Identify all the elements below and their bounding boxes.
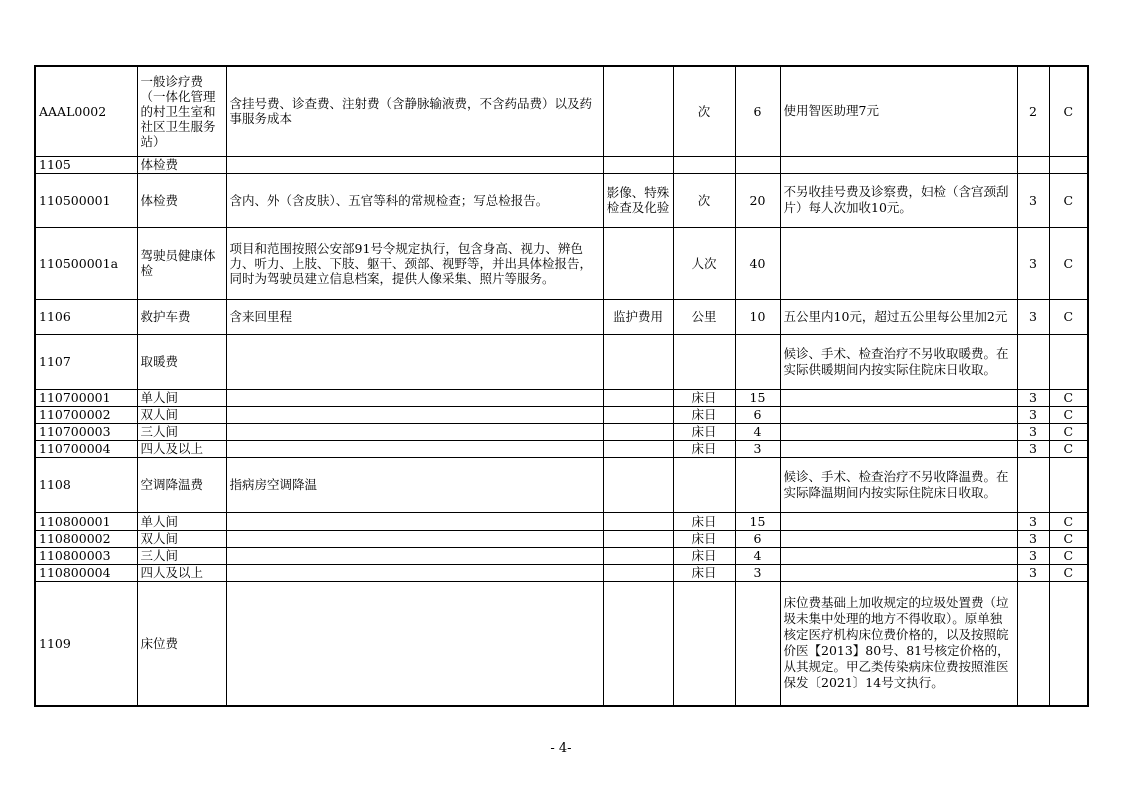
cell-cls	[1049, 334, 1088, 389]
cell-unit: 床日	[673, 389, 735, 406]
cell-level: 3	[1017, 406, 1049, 423]
cell-code: 110800002	[35, 530, 137, 547]
cell-price	[735, 457, 780, 512]
cell-code: 110500001	[35, 173, 137, 227]
cell-unit: 次	[673, 66, 735, 156]
table-row	[35, 334, 1088, 389]
cell-cls	[1049, 156, 1088, 173]
cell-except	[603, 423, 673, 440]
cell-unit: 次	[673, 173, 735, 227]
cell-price	[735, 334, 780, 389]
cell-except	[603, 227, 673, 299]
cell-name: 四人及以上	[137, 564, 226, 581]
cell-price: 6	[735, 66, 780, 156]
cell-content: 含挂号费、诊查费、注射费（含静脉输液费，不含药品费）以及药事服务成本	[226, 66, 603, 156]
cell-name: 单人间	[137, 389, 226, 406]
cell-level: 3	[1017, 227, 1049, 299]
cell-except	[603, 66, 673, 156]
cell-cls: C	[1049, 440, 1088, 457]
cell-price	[735, 581, 780, 706]
cell-level: 3	[1017, 423, 1049, 440]
cell-except	[603, 389, 673, 406]
cell-name: 驾驶员健康体检	[137, 227, 226, 299]
cell-note	[780, 530, 1017, 547]
cell-note	[780, 512, 1017, 530]
cell-cls: C	[1049, 547, 1088, 564]
cell-level: 3	[1017, 299, 1049, 334]
cell-except	[603, 512, 673, 530]
cell-unit	[673, 581, 735, 706]
cell-code: 110700001	[35, 389, 137, 406]
cell-price: 15	[735, 389, 780, 406]
cell-name: 三人间	[137, 547, 226, 564]
cell-unit: 床日	[673, 547, 735, 564]
cell-content	[226, 389, 603, 406]
cell-name: 四人及以上	[137, 440, 226, 457]
cell-price: 6	[735, 530, 780, 547]
cell-note: 候诊、手术、检查治疗不另收取暖费。在实际供暖期间内按实际住院床日收取。	[780, 334, 1017, 389]
cell-level: 3	[1017, 512, 1049, 530]
cell-level: 3	[1017, 564, 1049, 581]
cell-except	[603, 457, 673, 512]
cell-cls: C	[1049, 406, 1088, 423]
cell-unit: 床日	[673, 440, 735, 457]
table-row	[35, 512, 1088, 530]
cell-level: 3	[1017, 440, 1049, 457]
cell-note: 床位费基础上加收规定的垃圾处置费（垃圾未集中处理的地方不得收取）。原单独核定医疗机构床位费价格的，以及按照皖价医【2013】80号、81号核定价格的，从其规定。甲乙类传染病床位费按照淮医保发〔2021〕14号文执行。	[780, 581, 1017, 706]
table-row	[35, 457, 1088, 512]
cell-note	[780, 547, 1017, 564]
table-row	[35, 66, 1088, 156]
cell-level: 2	[1017, 66, 1049, 156]
table-row	[35, 299, 1088, 334]
cell-level	[1017, 334, 1049, 389]
cell-price: 40	[735, 227, 780, 299]
cell-unit: 公里	[673, 299, 735, 334]
table-row	[35, 530, 1088, 547]
cell-cls	[1049, 457, 1088, 512]
cell-unit: 床日	[673, 530, 735, 547]
cell-content	[226, 512, 603, 530]
cell-level: 3	[1017, 389, 1049, 406]
cell-unit	[673, 457, 735, 512]
cell-price: 6	[735, 406, 780, 423]
cell-level: 3	[1017, 547, 1049, 564]
cell-name: 三人间	[137, 423, 226, 440]
cell-note	[780, 389, 1017, 406]
cell-cls: C	[1049, 530, 1088, 547]
cell-cls: C	[1049, 564, 1088, 581]
cell-unit: 人次	[673, 227, 735, 299]
cell-price: 20	[735, 173, 780, 227]
table-row	[35, 173, 1088, 227]
cell-except	[603, 547, 673, 564]
cell-except	[603, 440, 673, 457]
cell-level: 3	[1017, 173, 1049, 227]
table-row	[35, 389, 1088, 406]
cell-price: 15	[735, 512, 780, 530]
fee-table	[34, 65, 1089, 707]
cell-except	[603, 530, 673, 547]
cell-name: 取暖费	[137, 334, 226, 389]
cell-cls: C	[1049, 173, 1088, 227]
cell-price: 3	[735, 440, 780, 457]
cell-content	[226, 334, 603, 389]
cell-content	[226, 406, 603, 423]
table-row	[35, 227, 1088, 299]
cell-code: 110800003	[35, 547, 137, 564]
cell-price: 4	[735, 423, 780, 440]
fee-table-body	[35, 66, 1088, 706]
cell-name: 救护车费	[137, 299, 226, 334]
cell-unit	[673, 156, 735, 173]
cell-price	[735, 156, 780, 173]
cell-code: AAAL0002	[35, 66, 137, 156]
cell-content	[226, 564, 603, 581]
table-row	[35, 564, 1088, 581]
cell-name: 体检费	[137, 156, 226, 173]
cell-note	[780, 564, 1017, 581]
cell-note	[780, 156, 1017, 173]
cell-note: 候诊、手术、检查治疗不另收降温费。在实际降温期间内按实际住院床日收取。	[780, 457, 1017, 512]
cell-cls: C	[1049, 389, 1088, 406]
cell-level	[1017, 457, 1049, 512]
cell-content: 含来回里程	[226, 299, 603, 334]
cell-except: 监护费用	[603, 299, 673, 334]
cell-unit	[673, 334, 735, 389]
cell-name: 一般诊疗费（一体化管理的村卫生室和社区卫生服务站）	[137, 66, 226, 156]
cell-name: 体检费	[137, 173, 226, 227]
cell-unit: 床日	[673, 512, 735, 530]
cell-code: 1107	[35, 334, 137, 389]
cell-note: 五公里内10元，超过五公里每公里加2元	[780, 299, 1017, 334]
cell-note	[780, 227, 1017, 299]
table-row	[35, 156, 1088, 173]
cell-unit: 床日	[673, 423, 735, 440]
cell-cls: C	[1049, 66, 1088, 156]
cell-code: 1105	[35, 156, 137, 173]
table-row	[35, 440, 1088, 457]
cell-code: 1106	[35, 299, 137, 334]
cell-content	[226, 547, 603, 564]
cell-content	[226, 530, 603, 547]
cell-content: 含内、外（含皮肤）、五官等科的常规检查；写总检报告。	[226, 173, 603, 227]
cell-name: 床位费	[137, 581, 226, 706]
cell-except	[603, 406, 673, 423]
cell-except	[603, 564, 673, 581]
cell-price: 10	[735, 299, 780, 334]
cell-level: 3	[1017, 530, 1049, 547]
cell-code: 1108	[35, 457, 137, 512]
cell-content	[226, 581, 603, 706]
cell-note	[780, 406, 1017, 423]
table-row	[35, 406, 1088, 423]
cell-except	[603, 334, 673, 389]
cell-content	[226, 440, 603, 457]
cell-code: 110700003	[35, 423, 137, 440]
cell-name: 单人间	[137, 512, 226, 530]
cell-note	[780, 423, 1017, 440]
page-number: - 4-	[550, 741, 572, 756]
table-row	[35, 581, 1088, 706]
cell-code: 110800004	[35, 564, 137, 581]
cell-note	[780, 440, 1017, 457]
cell-note: 不另收挂号费及诊察费，妇检（含宫颈刮片）每人次加收10元。	[780, 173, 1017, 227]
cell-content	[226, 156, 603, 173]
cell-note: 使用智医助理7元	[780, 66, 1017, 156]
cell-code: 110800001	[35, 512, 137, 530]
cell-cls: C	[1049, 227, 1088, 299]
cell-except	[603, 156, 673, 173]
cell-price: 3	[735, 564, 780, 581]
cell-content: 项目和范围按照公安部91号令规定执行，包含身高、视力、辨色力、听力、上肢、下肢、躯干、颈部、视野等，并出具体检报告，同时为驾驶员建立信息档案，提供人像采集、照片等服务。	[226, 227, 603, 299]
cell-code: 110700004	[35, 440, 137, 457]
cell-code: 110700002	[35, 406, 137, 423]
cell-name: 双人间	[137, 530, 226, 547]
cell-cls: C	[1049, 299, 1088, 334]
cell-code: 1109	[35, 581, 137, 706]
cell-content: 指病房空调降温	[226, 457, 603, 512]
cell-except	[603, 581, 673, 706]
table-row	[35, 547, 1088, 564]
cell-except: 影像、特殊检查及化验	[603, 173, 673, 227]
cell-content	[226, 423, 603, 440]
cell-name: 空调降温费	[137, 457, 226, 512]
table-row	[35, 423, 1088, 440]
cell-name: 双人间	[137, 406, 226, 423]
cell-level	[1017, 581, 1049, 706]
cell-unit: 床日	[673, 564, 735, 581]
cell-level	[1017, 156, 1049, 173]
cell-cls: C	[1049, 423, 1088, 440]
cell-price: 4	[735, 547, 780, 564]
cell-unit: 床日	[673, 406, 735, 423]
cell-cls	[1049, 581, 1088, 706]
cell-code: 110500001a	[35, 227, 137, 299]
cell-cls: C	[1049, 512, 1088, 530]
